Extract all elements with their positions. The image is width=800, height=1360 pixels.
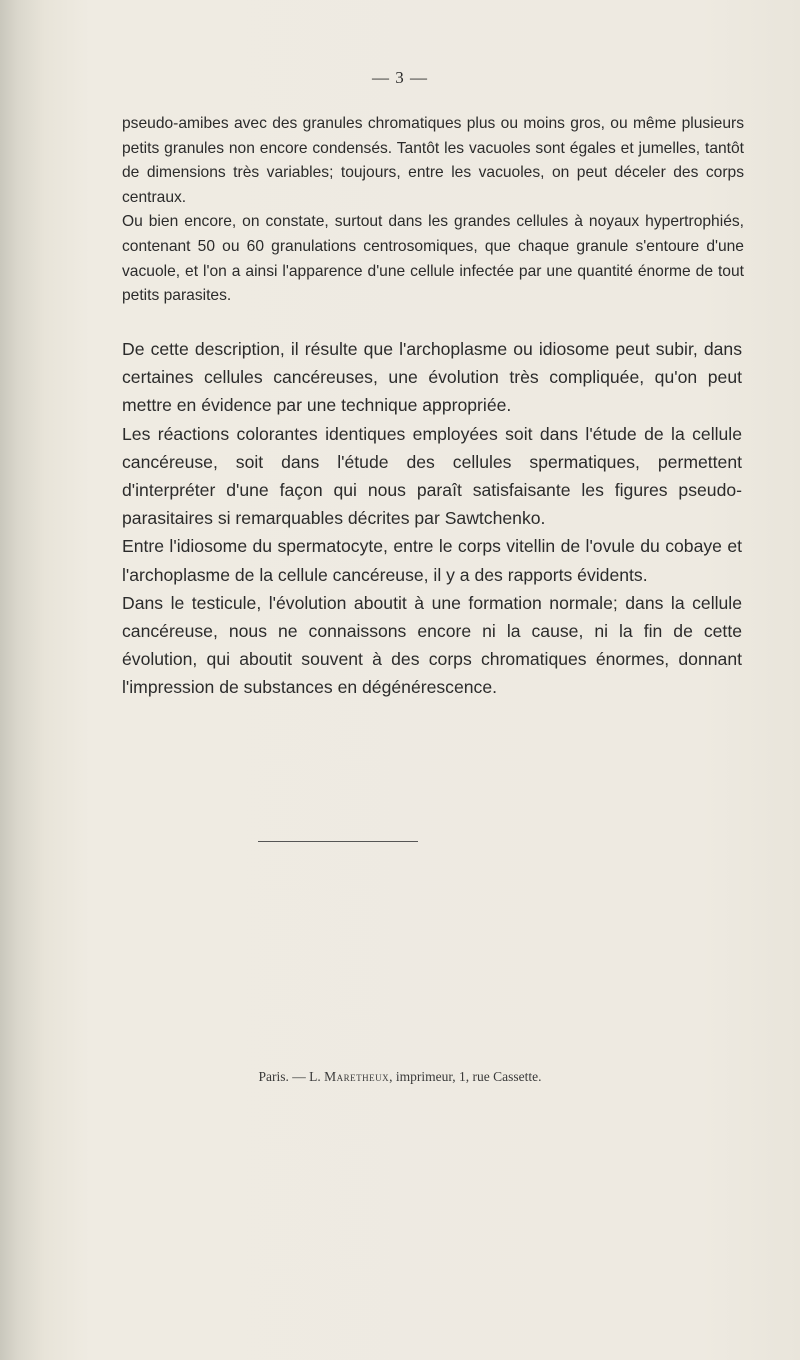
page-number: — 3 —: [372, 68, 428, 87]
imprint-address: , imprimeur, 1, rue Cassette.: [389, 1069, 542, 1084]
end-rule: [258, 841, 418, 842]
paragraph: Dans le testicule, l'évolution aboutit à une formation normale; dans la cellule cancéreuse, nous ne connaissons encore ni la cause, ni la fin de cette évolution, qui aboutit souvent à des corps chromatiques énormes, donnant l'impression de substances en dégénérescence.: [122, 592, 742, 698]
imprint-printer-name: Maretheux: [324, 1069, 390, 1084]
printer-imprint: [0, 1069, 800, 1085]
conclusion-text-block: [122, 335, 742, 702]
imprint-city: Paris. — L.: [258, 1069, 325, 1084]
paragraph: Les réactions colorantes identiques employées soit dans l'étude de la cellule cancéreuse, soit dans l'étude des cellules spermatiques, permettent d'interpréter d'une façon qui nous paraît satisfaisante les figures pseudo-parasitaires si remarquables décrites par Sawtchenko.: [122, 423, 742, 529]
paragraph: Ou bien encore, on constate, surtout dans les grandes cellules à noyaux hypertrophiés, contenant 50 ou 60 granulations centrosomiques, que chaque granule s'entoure d'une vacuole, et l'on a ainsi l'apparence d'une cellule infectée par une quantité énorme de tout petits parasites.: [122, 213, 744, 305]
paragraph: pseudo-amibes avec des granules chromatiques plus ou moins gros, ou même plusieurs petits granules non encore condensés. Tantôt les vacuoles sont égales et jumelles, tantôt de dimensions très variables; toujours, entre les vacuoles, on peut déceler des corps centraux.: [122, 115, 744, 206]
intro-text-block: [122, 112, 744, 309]
paragraph: Entre l'idiosome du spermatocyte, entre le corps vitellin de l'ovule du cobaye et l'archoplasme de la cellule cancéreuse, il y a des rapports évidents.: [122, 536, 742, 585]
paragraph: De cette description, il résulte que l'archoplasme ou idiosome peut subir, dans certaines cellules cancéreuses, une évolution très compliquée, qu'on peut mettre en évidence par une technique appropriée.: [122, 339, 742, 416]
